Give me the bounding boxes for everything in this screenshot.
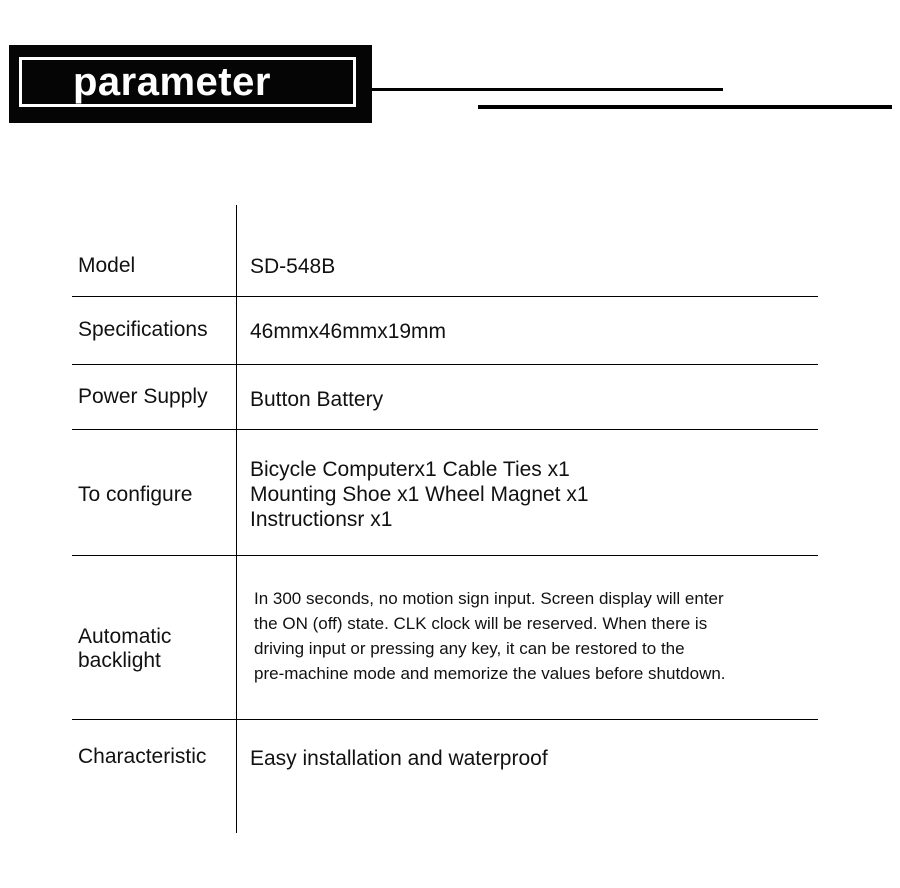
row-label-specifications: Specifications (78, 318, 208, 341)
row-value-to-configure-line-1: Bicycle Computerx1 Cable Ties x1 (250, 458, 570, 481)
row-value-automatic-backlight-line-3: driving input or pressing any key, it can be restored to the (254, 639, 685, 658)
table-column-divider (236, 205, 237, 833)
row-value-model: SD-548B (250, 255, 336, 278)
row-divider (72, 364, 818, 365)
row-label-to-configure: To configure (78, 483, 193, 506)
row-label-characteristic: Characteristic (78, 745, 207, 768)
row-value-to-configure-line-3: Instructionsr x1 (250, 508, 393, 531)
row-value-specifications: 46mmx46mmx19mm (250, 320, 447, 343)
row-label-model: Model (78, 254, 136, 277)
header-rule-upper (372, 88, 723, 91)
row-divider (72, 296, 818, 297)
row-label-automatic-backlight-line-1: Automatic (78, 625, 172, 648)
row-value-to-configure-line-2: Mounting Shoe x1 Wheel Magnet x1 (250, 483, 589, 506)
row-label-power-supply: Power Supply (78, 385, 208, 408)
row-divider (72, 429, 818, 430)
row-divider (72, 555, 818, 556)
header-rule-lower (478, 105, 892, 109)
row-value-automatic-backlight-line-2: the ON (off) state. CLK clock will be reserved. When there is (254, 614, 708, 633)
row-value-automatic-backlight-line-1: In 300 seconds, no motion sign input. Screen display will enter (254, 589, 724, 608)
row-value-automatic-backlight-line-4: pre-machine mode and memorize the values before shutdown. (254, 664, 726, 683)
row-value-power-supply: Button Battery (250, 388, 384, 411)
row-divider (72, 719, 818, 720)
row-value-characteristic: Easy installation and waterproof (250, 747, 548, 770)
row-label-automatic-backlight-line-2: backlight (78, 649, 161, 672)
page-title: parameter (73, 60, 271, 104)
